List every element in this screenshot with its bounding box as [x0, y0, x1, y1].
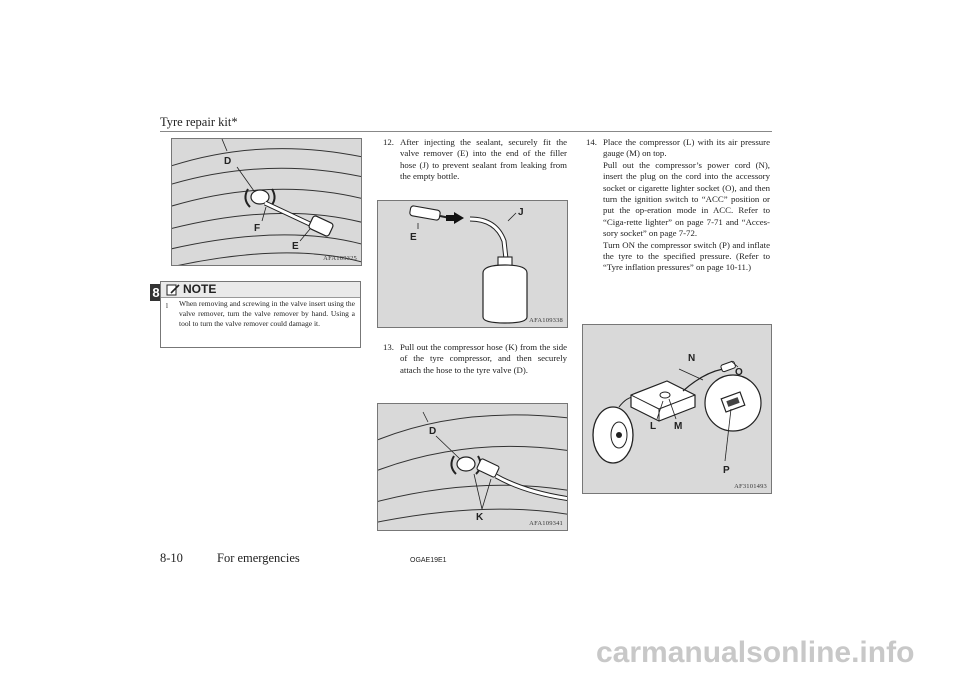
- footer-page-number: 8-10: [160, 551, 183, 565]
- figure-code: AFA109341: [529, 520, 563, 527]
- chapter-tab: 8: [150, 284, 162, 301]
- note-text: When removing and screwing in the valve insert using the valve remover, turn the valve remover by hand. Using a tool to turn the valve remover could damage it.: [179, 299, 355, 328]
- step-14-text-2: Pull out the compressor’s power cord (N), insert the plug on the cord into the accessory socket or cigarette lighter socket (O), and then turn the ignition switch to “ACC” position or put the op-eration mode in ACC. Refer to “Ciga-rette lighter” on page 7-71 and “Acces-sory socket” on page 7-72.: [603, 159, 770, 239]
- callout-m: M: [674, 421, 683, 432]
- callout-d: D: [429, 426, 437, 437]
- callout-j: J: [518, 207, 524, 218]
- callout-e: E: [292, 241, 299, 252]
- figure-filler-bottle: [377, 200, 568, 328]
- callout-n: N: [688, 353, 696, 364]
- note-box: [160, 281, 361, 348]
- callout-d: D: [224, 156, 232, 167]
- page-header-title: Tyre repair kit*: [160, 115, 238, 129]
- figure-code: AFA109325: [323, 255, 357, 262]
- callout-l: L: [650, 421, 657, 432]
- figure-compressor-drawing: [583, 325, 771, 493]
- figure-valve-remover: [171, 138, 362, 266]
- figure-code: AFA109338: [529, 317, 563, 324]
- figure-valve-remover-drawing: [172, 139, 361, 265]
- footer-doc-code: OGAE19E1: [410, 557, 447, 564]
- callout-k: K: [476, 512, 484, 523]
- figure-code: AF3101493: [734, 483, 767, 490]
- step-13-text: Pull out the compressor hose (K) from the side of the tyre compressor, and then securely attach the hose to the tyre valve (D).: [400, 342, 567, 375]
- callout-o: O: [735, 367, 743, 378]
- step-12-number: 12.: [383, 137, 394, 147]
- note-pencil-icon: [166, 283, 180, 296]
- figure-hose-valve: [377, 403, 568, 531]
- figure-filler-bottle-drawing: [378, 201, 567, 327]
- header-divider: [160, 131, 772, 132]
- step-14-text-1: Place the compressor (L) with its air pressure gauge (M) on top.: [603, 137, 770, 159]
- step-14-text-3: Turn ON the compressor switch (P) and inflate the tyre to the specified pressure. (Refer to “Tyre inflation pressures” on page 10-11.): [603, 239, 770, 273]
- step-12: [383, 137, 567, 183]
- callout-e: E: [410, 232, 417, 243]
- note-bullet: l: [166, 302, 168, 310]
- note-header: [161, 282, 360, 298]
- figure-hose-valve-drawing: [378, 404, 567, 530]
- callout-f: F: [254, 223, 261, 234]
- step-14-number: 14.: [586, 137, 597, 147]
- watermark: carmanualsonline.info: [596, 636, 915, 669]
- note-heading: NOTE: [183, 282, 217, 296]
- figure-compressor: [582, 324, 772, 494]
- footer-section-title: For emergencies: [217, 551, 300, 565]
- callout-p: P: [723, 465, 730, 476]
- step-13: [383, 342, 567, 376]
- step-14: [586, 137, 770, 274]
- step-12-text: After injecting the sealant, securely fit the valve remover (E) into the end of the filler hose (J) to prevent sealant from leaking from the empty bottle.: [400, 137, 567, 182]
- step-13-number: 13.: [383, 342, 394, 352]
